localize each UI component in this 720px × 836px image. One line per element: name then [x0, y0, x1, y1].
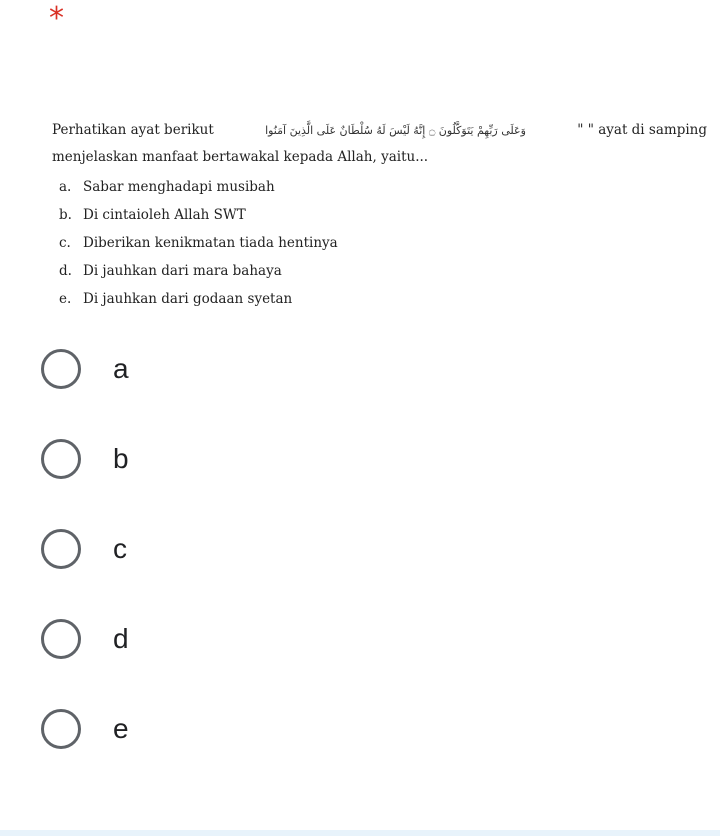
option-text: Diberikan kenikmatan tiada hentinya	[83, 235, 338, 251]
choice-d[interactable]	[41, 616, 129, 661]
choice-a[interactable]	[41, 346, 129, 391]
question-line-2: menjelaskan manfaat bertawakal kepada Allah, yaitu...	[52, 149, 429, 165]
choice-label-e[interactable]: e	[113, 712, 129, 744]
option-text: Di jauhkan dari mara bahaya	[83, 263, 282, 279]
option-text: Di jauhkan dari godaan syetan	[83, 291, 293, 307]
option-letter: b.	[59, 207, 72, 223]
option-item-d	[52, 257, 707, 285]
option-item-e	[52, 285, 707, 313]
choice-e[interactable]	[41, 706, 129, 751]
radio-button-b[interactable]	[41, 439, 81, 479]
choice-label-c[interactable]: c	[113, 532, 127, 564]
question-text	[52, 117, 707, 313]
choice-b[interactable]	[41, 436, 129, 481]
option-text: Sabar menghadapi musibah	[83, 179, 275, 195]
question-line-1-end: " " ayat di samping	[577, 122, 707, 138]
radio-choices	[41, 346, 129, 796]
answer-options-list	[52, 173, 707, 313]
choice-c[interactable]	[41, 526, 129, 571]
radio-button-d[interactable]	[41, 619, 81, 659]
choice-label-a[interactable]: a	[113, 352, 129, 384]
radio-button-c[interactable]	[41, 529, 81, 569]
option-text: Di cintaioleh Allah SWT	[83, 207, 246, 223]
radio-button-a[interactable]	[41, 349, 81, 389]
question-line-1	[52, 117, 707, 143]
option-item-c	[52, 229, 707, 257]
bottom-bar	[0, 830, 720, 836]
radio-button-e[interactable]	[41, 709, 81, 749]
option-letter: a.	[59, 179, 72, 195]
required-asterisk: *	[49, 1, 64, 36]
arabic-verse: وَعَلَى رَبِّهِمْ يَتَوَكَّلُونَ ۝ إِنَّهُ لَيْسَ لَهُ سُلْطَانٌ عَلَى الَّذِينَ آمَنُوا	[265, 123, 526, 137]
choice-label-d[interactable]: d	[113, 622, 129, 654]
option-letter: d.	[59, 263, 72, 279]
question-intro: Perhatikan ayat berikut	[52, 122, 214, 138]
choice-label-b[interactable]: b	[113, 442, 129, 474]
option-item-b	[52, 201, 707, 229]
option-letter: c.	[59, 235, 71, 251]
option-letter: e.	[59, 291, 72, 307]
option-item-a	[52, 173, 707, 201]
